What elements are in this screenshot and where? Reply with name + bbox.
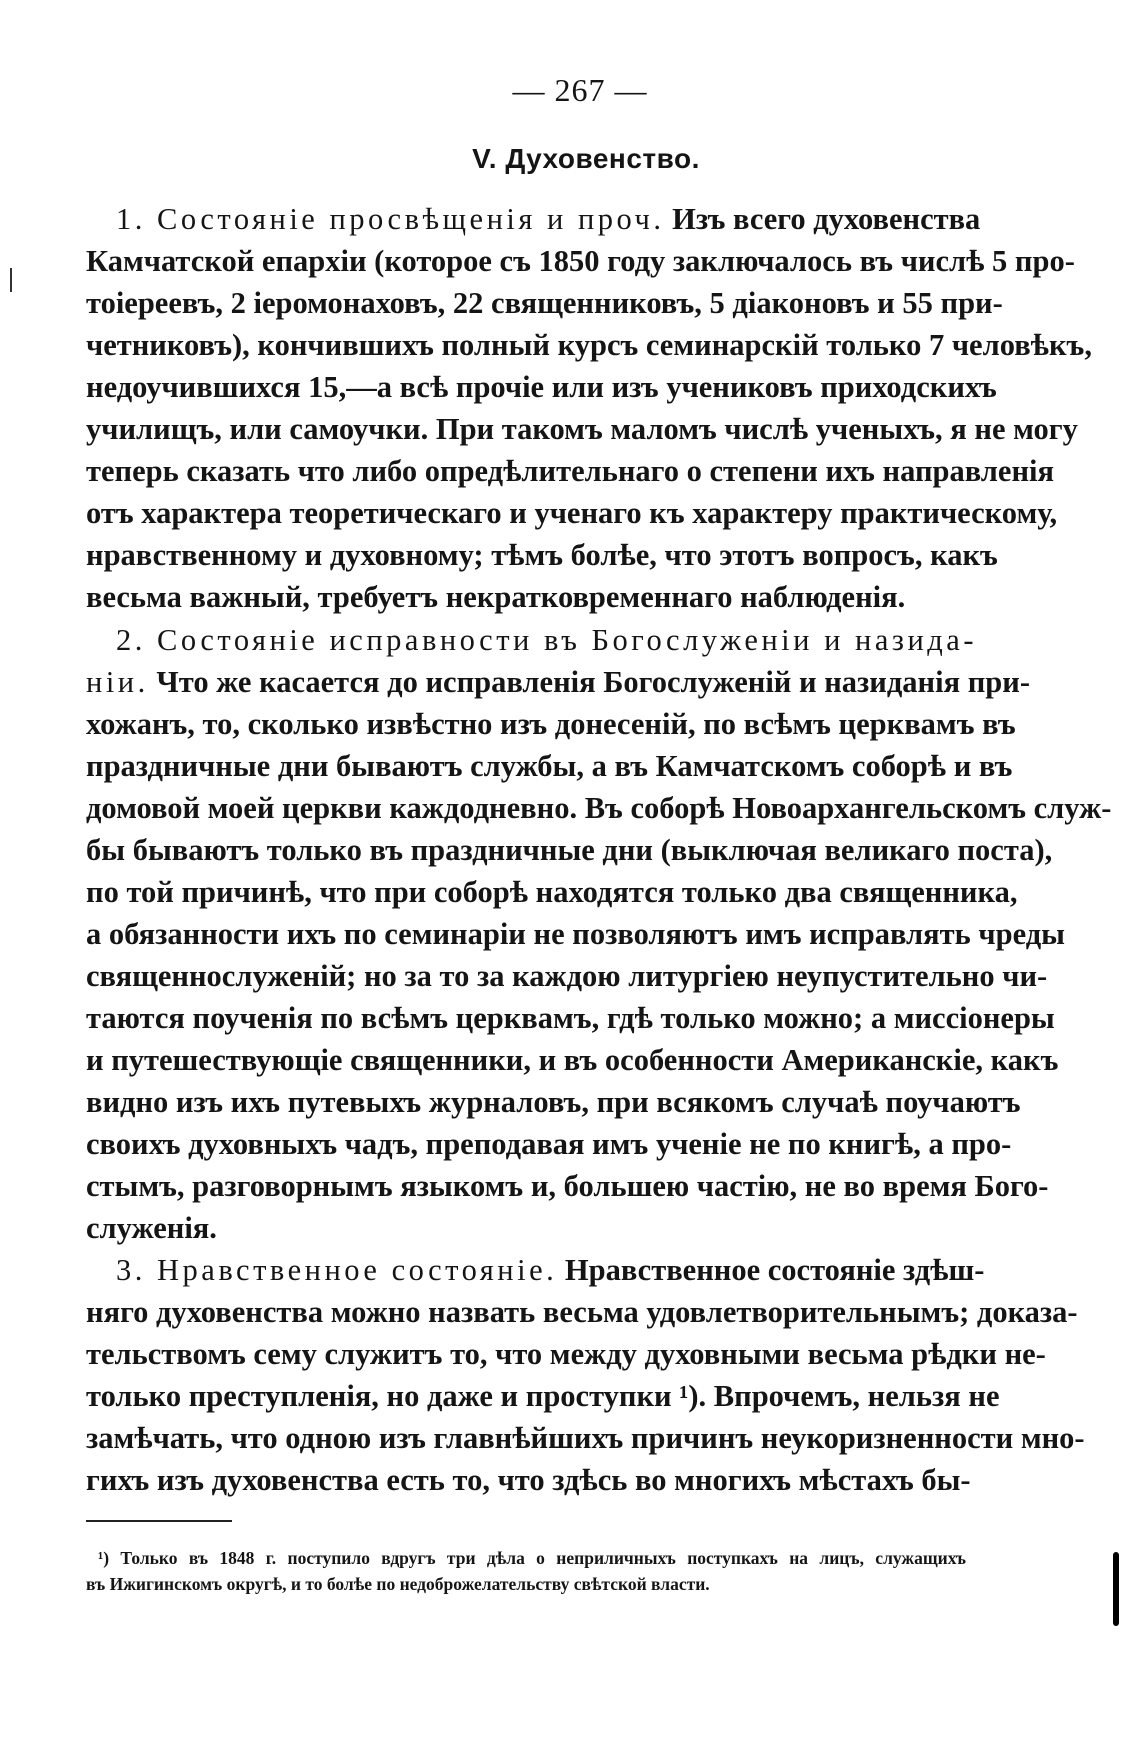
text-line: только преступленія, но даже и проступки ¹). Впрочемъ, нельзя не xyxy=(86,1379,1000,1413)
text-line: ніи. Что же касается до исправленія Богослуженій и назиданія при- xyxy=(86,665,1030,699)
paragraph-heading: 2. Состояніе исправности въ Богослуженіи и назида- xyxy=(116,623,977,657)
text-line: нравственному и духовному; тѣмъ болѣе, что этотъ вопросъ, какъ xyxy=(86,538,998,572)
text-line: няго духовенства можно назвать весьма удовлетворительнымъ; доказа- xyxy=(86,1295,1078,1329)
text-line: Камчатской епархіи (которое съ 1850 году заключалось въ числѣ 5 про- xyxy=(86,244,1075,278)
text-line: весьма важный, требуетъ некратковременнаго наблюденія. xyxy=(86,580,906,614)
page-number: — 267 — xyxy=(512,72,648,108)
margin-mark-left xyxy=(10,268,12,292)
text-line: бы бываютъ только въ праздничные дни (выключая великаго поста), xyxy=(86,833,1053,867)
text-line: замѣчать, что одною изъ главнѣйшихъ причинъ неукоризненности мно- xyxy=(86,1421,1085,1455)
paragraph-heading: 1. Состояніе просвѣщенія и проч. xyxy=(116,202,665,236)
text-line: училищъ, или самоучки. При такомъ маломъ числѣ ученыхъ, я не могу xyxy=(86,412,1078,446)
text-line: теперь сказать что либо опредѣлительнаго о степени ихъ направленія xyxy=(86,454,1055,488)
text-line: а обязанности ихъ по семинаріи не позволяютъ имъ исправлять чреды xyxy=(86,917,1065,951)
section-title: V. Духовенство. xyxy=(472,143,700,174)
paragraph-heading: 3. Нравственное состояніе. xyxy=(116,1253,558,1287)
footnote-line: въ Ижигинскомъ округѣ, и то болѣе по недоброжелательству свѣтской власти. xyxy=(86,1574,710,1594)
text-line: своихъ духовныхъ чадъ, преподавая имъ ученіе не по книгѣ, а про- xyxy=(86,1127,1012,1161)
text-line: видно изъ ихъ путевыхъ журналовъ, при всякомъ случаѣ поучаютъ xyxy=(86,1085,1021,1119)
text-line: праздничные дни бываютъ службы, а въ Камчатскомъ соборѣ и въ xyxy=(86,749,1013,783)
text-line xyxy=(116,619,977,661)
text-line: четниковъ), кончившихъ полный курсъ семинарскій только 7 человѣкъ, xyxy=(86,328,1092,362)
text-line: хожанъ, то, сколько извѣстно изъ донесеній, по всѣмъ церквамъ въ xyxy=(86,707,1016,741)
text-line: тоіереевъ, 2 іеромонаховъ, 22 священниковъ, 5 діаконовъ и 55 при- xyxy=(86,286,1003,320)
footnote-line: ¹) Только въ 1848 г. поступило вдругъ три дѣла о неприличныхъ поступкахъ на лицъ, служащихъ xyxy=(98,1548,966,1568)
text-line: тельствомъ сему служитъ то, что между духовными весьма рѣдки не- xyxy=(86,1337,1046,1371)
text-line: домовой моей церкви каждодневно. Въ соборѣ Новоархангельскомъ служ- xyxy=(86,791,1112,825)
text-line: недоучившихся 15,—а всѣ прочіе или изъ учениковъ приходскихъ xyxy=(86,370,997,404)
text-line: 3. Нравственное состояніе. Нравственное состояніе здѣш- xyxy=(116,1253,985,1287)
text-line: священнослуженій; но за то за каждою литургіею неупустительно чи- xyxy=(86,959,1048,993)
footnote-rule xyxy=(86,1520,232,1522)
paragraph-heading: ніи. xyxy=(86,665,149,699)
text-line: служенія. xyxy=(86,1211,217,1245)
text-line: отъ характера теоретическаго и ученаго къ характеру практическому, xyxy=(86,496,1058,530)
text-line: 1. Состояніе просвѣщенія и проч. Изъ всего духовенства xyxy=(116,202,981,236)
margin-mark-right xyxy=(1113,1552,1119,1626)
text-line: по той причинѣ, что при соборѣ находятся только два священника, xyxy=(86,875,1018,909)
text-line: таются поученія по всѣмъ церквамъ, гдѣ только можно; а миссіонеры xyxy=(86,1001,1055,1035)
text-line: гихъ изъ духовенства есть то, что здѣсь во многихъ мѣстахъ бы- xyxy=(86,1463,971,1497)
text-line: стымъ, разговорнымъ языкомъ и, большею частію, не во время Бого- xyxy=(86,1169,1049,1203)
text-line: и путешествующіе священники, и въ особенности Американскіе, какъ xyxy=(86,1043,1059,1077)
